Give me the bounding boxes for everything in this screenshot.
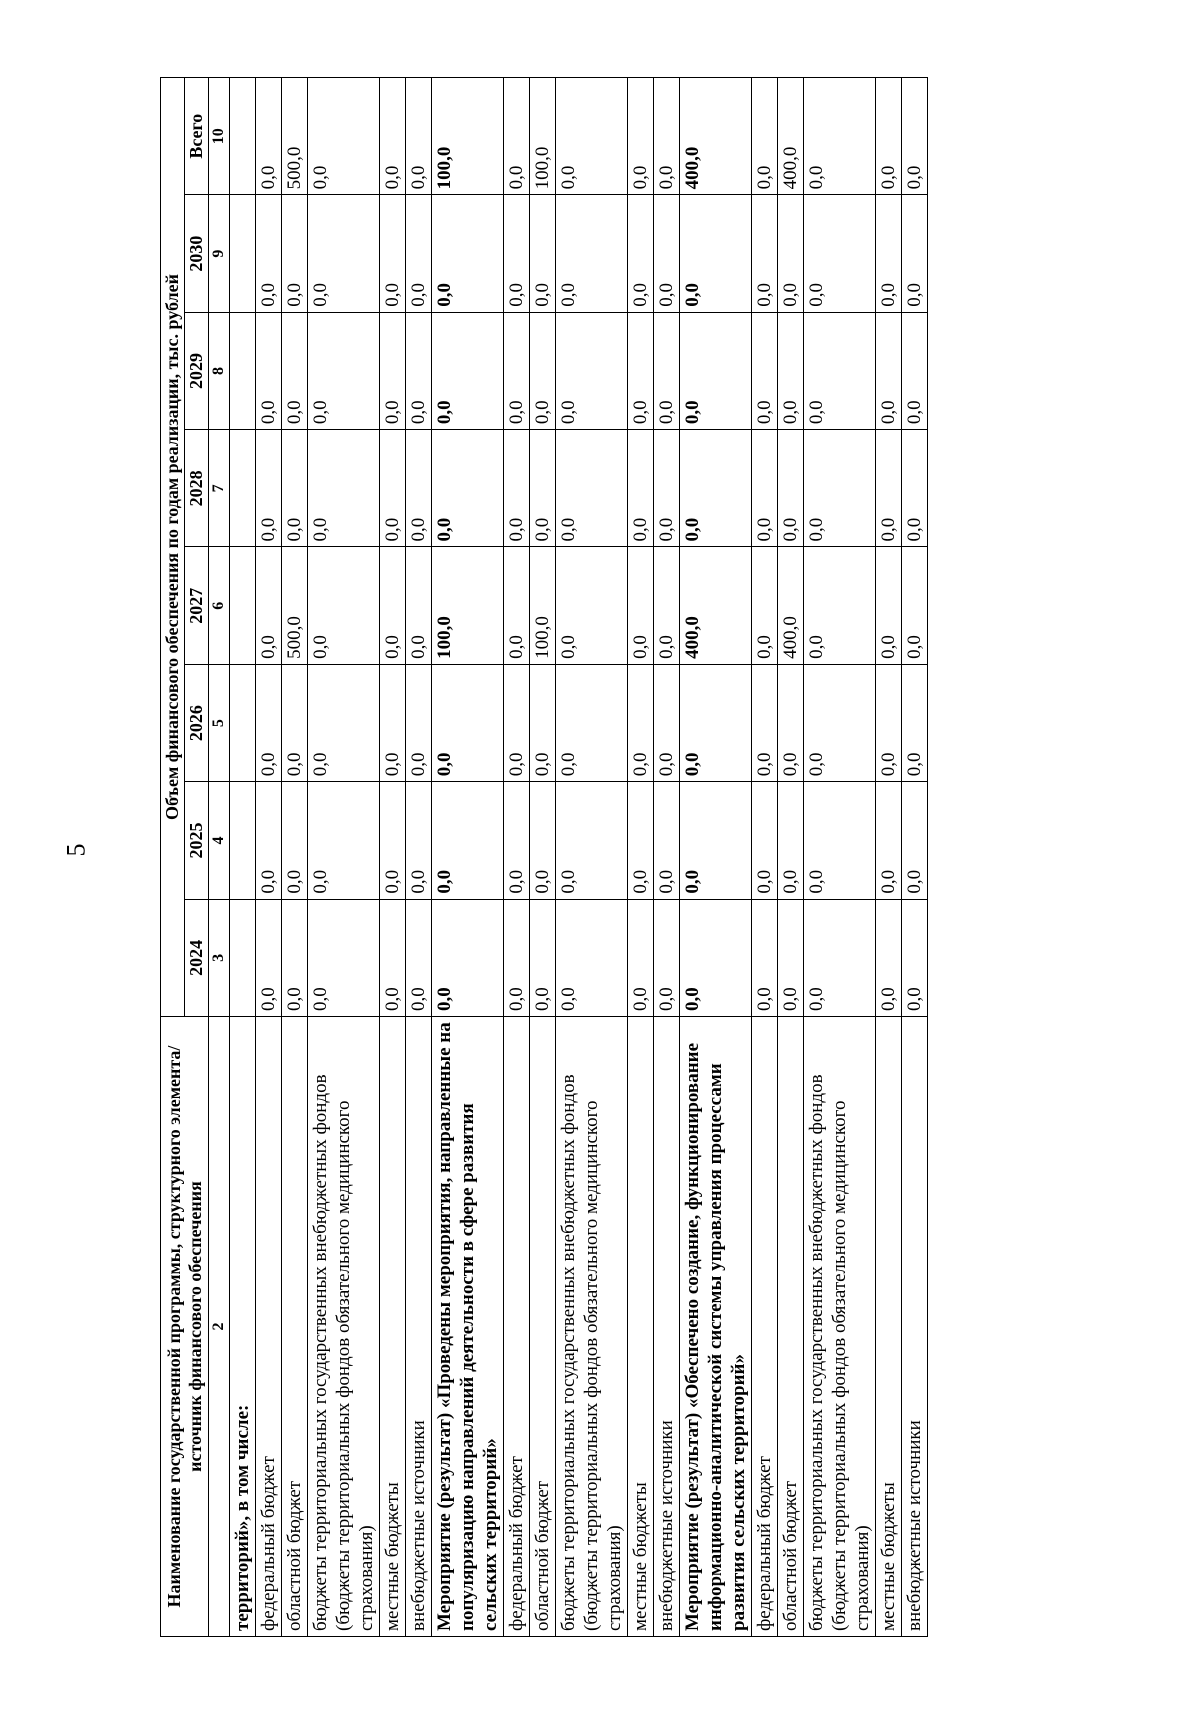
row-year-value: 0,0 bbox=[902, 195, 928, 312]
header-year: 2024 bbox=[185, 899, 209, 1016]
row-year-value: 0,0 bbox=[778, 899, 804, 1016]
row-year-value: 0,0 bbox=[406, 547, 432, 664]
row-total-value: 500,0 bbox=[282, 78, 308, 195]
row-year-value: 0,0 bbox=[308, 312, 380, 429]
row-year-value: 0,0 bbox=[902, 899, 928, 1016]
row-year-value: 0,0 bbox=[282, 430, 308, 547]
header-col-number: 8 bbox=[209, 312, 230, 429]
header-row-numbers bbox=[209, 78, 230, 1637]
row-year-value: 0,0 bbox=[804, 899, 876, 1016]
header-col-number: 6 bbox=[209, 547, 230, 664]
row-year-value: 0,0 bbox=[876, 430, 902, 547]
row-year-value: 0,0 bbox=[804, 782, 876, 899]
row-year-value: 0,0 bbox=[902, 664, 928, 781]
row-year-value: 0,0 bbox=[752, 312, 778, 429]
page-number: 5 bbox=[61, 843, 91, 857]
row-year-value: 0,0 bbox=[432, 782, 504, 899]
row-year-value: 0,0 bbox=[380, 664, 406, 781]
row-year-value: 0,0 bbox=[406, 430, 432, 547]
row-year-value: 0,0 bbox=[654, 899, 680, 1016]
row-year-value: 0,0 bbox=[680, 312, 752, 429]
row-year-value: 0,0 bbox=[380, 430, 406, 547]
row-year-value: 400,0 bbox=[680, 547, 752, 664]
row-year-value: 0,0 bbox=[804, 430, 876, 547]
row-year-value: 0,0 bbox=[556, 547, 628, 664]
row-total-value: 0,0 bbox=[902, 78, 928, 195]
row-year-value: 0,0 bbox=[902, 547, 928, 664]
financing-table bbox=[160, 77, 928, 1637]
row-total-value: 0,0 bbox=[308, 78, 380, 195]
row-year-value: 0,0 bbox=[556, 782, 628, 899]
row-total-value: 100,0 bbox=[530, 78, 556, 195]
row-year-value bbox=[230, 782, 256, 899]
row-year-value: 0,0 bbox=[628, 195, 654, 312]
row-year-value: 0,0 bbox=[876, 547, 902, 664]
row-year-value: 0,0 bbox=[308, 899, 380, 1016]
row-total-value bbox=[230, 78, 256, 195]
row-year-value: 0,0 bbox=[504, 547, 530, 664]
row-source-name: бюджеты территориальных государственных внебюджетных фондов (бюджеты территориальных фондов обязательного медицинского страхования) bbox=[804, 1017, 876, 1637]
row-total-value: 0,0 bbox=[504, 78, 530, 195]
row-year-value: 0,0 bbox=[530, 664, 556, 781]
row-total-value: 100,0 bbox=[432, 78, 504, 195]
row-source-name: территорий», в том числе: bbox=[230, 1017, 256, 1637]
row-year-value: 0,0 bbox=[804, 312, 876, 429]
row-year-value: 0,0 bbox=[752, 195, 778, 312]
row-year-value: 0,0 bbox=[752, 547, 778, 664]
table-row bbox=[308, 78, 380, 1637]
row-year-value: 0,0 bbox=[804, 664, 876, 781]
row-year-value: 0,0 bbox=[530, 195, 556, 312]
row-year-value: 0,0 bbox=[628, 547, 654, 664]
row-year-value: 0,0 bbox=[680, 195, 752, 312]
row-year-value: 0,0 bbox=[256, 312, 282, 429]
row-total-value: 0,0 bbox=[876, 78, 902, 195]
row-year-value: 0,0 bbox=[778, 195, 804, 312]
table-row bbox=[380, 78, 406, 1637]
row-year-value: 0,0 bbox=[406, 782, 432, 899]
row-source-name: бюджеты территориальных государственных внебюджетных фондов (бюджеты территориальных фондов обязательного медицинского страхования) bbox=[556, 1017, 628, 1637]
row-source-name: бюджеты территориальных государственных внебюджетных фондов (бюджеты территориальных фондов обязательного медицинского страхования) bbox=[308, 1017, 380, 1637]
row-total-value: 0,0 bbox=[256, 78, 282, 195]
row-year-value: 0,0 bbox=[530, 782, 556, 899]
row-year-value: 0,0 bbox=[256, 664, 282, 781]
row-year-value: 0,0 bbox=[778, 664, 804, 781]
row-year-value: 0,0 bbox=[876, 312, 902, 429]
row-year-value: 0,0 bbox=[530, 899, 556, 1016]
row-source-name: Мероприятие (результат) «Обеспечено создание, функционирование информационно-аналитической системы управления процессами развития сельских территорий» bbox=[680, 1017, 752, 1637]
row-year-value: 400,0 bbox=[778, 547, 804, 664]
row-year-value: 0,0 bbox=[406, 664, 432, 781]
header-col-number: 7 bbox=[209, 430, 230, 547]
row-year-value bbox=[230, 899, 256, 1016]
header-row-1 bbox=[161, 78, 185, 1637]
row-total-value: 400,0 bbox=[778, 78, 804, 195]
row-year-value: 0,0 bbox=[256, 430, 282, 547]
table-row bbox=[628, 78, 654, 1637]
row-year-value: 0,0 bbox=[654, 547, 680, 664]
row-year-value: 0,0 bbox=[256, 782, 282, 899]
header-col-number: 3 bbox=[209, 899, 230, 1016]
row-year-value: 0,0 bbox=[556, 312, 628, 429]
row-year-value bbox=[230, 547, 256, 664]
table-row bbox=[256, 78, 282, 1637]
row-year-value: 0,0 bbox=[556, 430, 628, 547]
row-year-value bbox=[230, 430, 256, 547]
row-year-value: 100,0 bbox=[530, 547, 556, 664]
table-row bbox=[876, 78, 902, 1637]
header-col-number: 2 bbox=[209, 1017, 230, 1637]
table-row bbox=[230, 78, 256, 1637]
row-year-value: 0,0 bbox=[308, 195, 380, 312]
row-year-value: 0,0 bbox=[778, 430, 804, 547]
row-year-value: 0,0 bbox=[406, 899, 432, 1016]
row-total-value: 400,0 bbox=[680, 78, 752, 195]
row-year-value: 0,0 bbox=[876, 782, 902, 899]
row-year-value: 0,0 bbox=[530, 430, 556, 547]
row-year-value: 0,0 bbox=[556, 899, 628, 1016]
row-year-value: 0,0 bbox=[902, 430, 928, 547]
row-year-value: 0,0 bbox=[680, 899, 752, 1016]
row-year-value: 0,0 bbox=[406, 312, 432, 429]
header-year: 2027 bbox=[185, 547, 209, 664]
table-row bbox=[282, 78, 308, 1637]
header-year: 2025 bbox=[185, 782, 209, 899]
row-source-name: федеральный бюджет bbox=[256, 1017, 282, 1637]
header-name-column: Наименование государственной программы, структурного элемента/источник финансового обеспечения bbox=[161, 1017, 209, 1637]
row-year-value: 0,0 bbox=[752, 899, 778, 1016]
row-year-value: 0,0 bbox=[308, 782, 380, 899]
row-year-value bbox=[230, 664, 256, 781]
row-year-value: 0,0 bbox=[282, 664, 308, 781]
row-year-value: 0,0 bbox=[256, 547, 282, 664]
row-year-value: 0,0 bbox=[654, 312, 680, 429]
header-col-number: 4 bbox=[209, 782, 230, 899]
header-year: 2028 bbox=[185, 430, 209, 547]
row-year-value: 100,0 bbox=[432, 547, 504, 664]
row-total-value: 0,0 bbox=[654, 78, 680, 195]
table-body bbox=[230, 78, 928, 1637]
table-row bbox=[530, 78, 556, 1637]
row-year-value: 0,0 bbox=[654, 664, 680, 781]
row-source-name: федеральный бюджет bbox=[752, 1017, 778, 1637]
row-year-value: 0,0 bbox=[380, 899, 406, 1016]
row-year-value: 0,0 bbox=[778, 312, 804, 429]
header-year: 2029 bbox=[185, 312, 209, 429]
row-year-value: 0,0 bbox=[504, 899, 530, 1016]
row-total-value: 0,0 bbox=[380, 78, 406, 195]
table-row bbox=[804, 78, 876, 1637]
row-year-value: 0,0 bbox=[628, 899, 654, 1016]
row-year-value: 0,0 bbox=[504, 195, 530, 312]
row-year-value: 0,0 bbox=[256, 899, 282, 1016]
header-col-number: 10 bbox=[209, 78, 230, 195]
row-year-value: 0,0 bbox=[380, 195, 406, 312]
row-source-name: местные бюджеты bbox=[628, 1017, 654, 1637]
row-year-value: 0,0 bbox=[282, 899, 308, 1016]
table-row bbox=[406, 78, 432, 1637]
row-year-value: 0,0 bbox=[380, 547, 406, 664]
table-row bbox=[778, 78, 804, 1637]
row-year-value: 0,0 bbox=[380, 312, 406, 429]
row-year-value: 0,0 bbox=[256, 195, 282, 312]
row-year-value: 0,0 bbox=[432, 899, 504, 1016]
rotated-table-container bbox=[160, 77, 1200, 1637]
row-source-name: внебюджетные источники bbox=[406, 1017, 432, 1637]
row-year-value: 0,0 bbox=[406, 195, 432, 312]
row-year-value: 0,0 bbox=[282, 195, 308, 312]
row-total-value: 0,0 bbox=[804, 78, 876, 195]
row-year-value: 0,0 bbox=[654, 430, 680, 547]
row-source-name: Мероприятие (результат) «Проведены мероприятия, направленные на популяризацию направлений деятельности в сфере развития сельских территорий» bbox=[432, 1017, 504, 1637]
row-year-value: 0,0 bbox=[752, 782, 778, 899]
row-year-value: 0,0 bbox=[902, 782, 928, 899]
row-year-value: 0,0 bbox=[628, 430, 654, 547]
header-total: Всего bbox=[185, 78, 209, 195]
row-year-value bbox=[230, 312, 256, 429]
row-year-value: 0,0 bbox=[282, 782, 308, 899]
row-year-value: 0,0 bbox=[432, 195, 504, 312]
table-row bbox=[556, 78, 628, 1637]
table-row bbox=[902, 78, 928, 1637]
header-col-number: 5 bbox=[209, 664, 230, 781]
row-year-value: 0,0 bbox=[504, 664, 530, 781]
row-year-value: 0,0 bbox=[902, 312, 928, 429]
row-year-value: 0,0 bbox=[680, 664, 752, 781]
row-year-value: 0,0 bbox=[308, 547, 380, 664]
row-year-value: 0,0 bbox=[628, 782, 654, 899]
row-total-value: 0,0 bbox=[406, 78, 432, 195]
row-year-value: 0,0 bbox=[876, 899, 902, 1016]
row-year-value: 0,0 bbox=[654, 782, 680, 899]
row-year-value: 0,0 bbox=[530, 312, 556, 429]
row-year-value bbox=[230, 195, 256, 312]
table-row bbox=[654, 78, 680, 1637]
row-year-value: 0,0 bbox=[680, 782, 752, 899]
row-source-name: внебюджетные источники bbox=[902, 1017, 928, 1637]
header-col-number: 9 bbox=[209, 195, 230, 312]
row-year-value: 0,0 bbox=[804, 547, 876, 664]
row-source-name: областной бюджет bbox=[530, 1017, 556, 1637]
row-year-value: 0,0 bbox=[556, 195, 628, 312]
row-source-name: внебюджетные источники bbox=[654, 1017, 680, 1637]
row-source-name: федеральный бюджет bbox=[504, 1017, 530, 1637]
row-year-value: 0,0 bbox=[752, 664, 778, 781]
row-year-value: 0,0 bbox=[628, 664, 654, 781]
row-year-value: 0,0 bbox=[876, 664, 902, 781]
row-year-value: 0,0 bbox=[308, 430, 380, 547]
row-total-value: 0,0 bbox=[752, 78, 778, 195]
row-year-value: 0,0 bbox=[752, 430, 778, 547]
row-year-value: 0,0 bbox=[308, 664, 380, 781]
header-year: 2026 bbox=[185, 664, 209, 781]
row-source-name: областной бюджет bbox=[282, 1017, 308, 1637]
row-year-value: 0,0 bbox=[556, 664, 628, 781]
row-year-value: 500,0 bbox=[282, 547, 308, 664]
header-year: 2030 bbox=[185, 195, 209, 312]
row-source-name: местные бюджеты bbox=[380, 1017, 406, 1637]
table-row bbox=[504, 78, 530, 1637]
row-year-value: 0,0 bbox=[380, 782, 406, 899]
row-year-value: 0,0 bbox=[680, 430, 752, 547]
row-year-value: 0,0 bbox=[504, 430, 530, 547]
row-total-value: 0,0 bbox=[628, 78, 654, 195]
row-year-value: 0,0 bbox=[432, 664, 504, 781]
row-year-value: 0,0 bbox=[432, 430, 504, 547]
table-row bbox=[680, 78, 752, 1637]
row-year-value: 0,0 bbox=[504, 312, 530, 429]
header-volume-caption: Объем финансового обеспечения по годам реализации, тыс. рублей bbox=[161, 78, 185, 1017]
row-year-value: 0,0 bbox=[654, 195, 680, 312]
table-row bbox=[432, 78, 504, 1637]
row-year-value: 0,0 bbox=[876, 195, 902, 312]
row-year-value: 0,0 bbox=[804, 195, 876, 312]
row-year-value: 0,0 bbox=[628, 312, 654, 429]
row-source-name: областной бюджет bbox=[778, 1017, 804, 1637]
row-year-value: 0,0 bbox=[504, 782, 530, 899]
row-year-value: 0,0 bbox=[282, 312, 308, 429]
row-total-value: 0,0 bbox=[556, 78, 628, 195]
row-year-value: 0,0 bbox=[432, 312, 504, 429]
row-source-name: местные бюджеты bbox=[876, 1017, 902, 1637]
table-row bbox=[752, 78, 778, 1637]
row-year-value: 0,0 bbox=[778, 782, 804, 899]
